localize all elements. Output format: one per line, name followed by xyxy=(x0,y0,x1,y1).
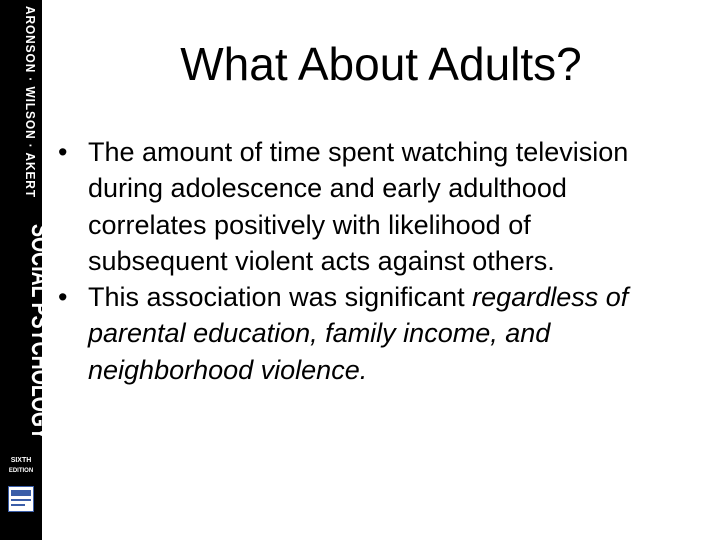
spine-edition-line2: EDITION xyxy=(8,468,34,474)
publisher-logo xyxy=(8,486,34,512)
spine-edition-label xyxy=(6,450,36,480)
bullet-marker: • xyxy=(58,137,68,167)
book-spine-sidebar xyxy=(0,0,56,540)
bullet-text: This association was significant xyxy=(88,282,473,313)
spine-book-title-text: SOCIAL PSYCHOLOGY xyxy=(26,224,56,513)
bullet-text-emphasis: regardless of parental education, family income, and neighborhood violence. xyxy=(88,282,629,385)
bullet-list xyxy=(58,134,668,388)
bullet-marker: • xyxy=(58,282,68,313)
spine-authors-text: ARONSON · WILSON · AKERT xyxy=(23,6,38,216)
bullet-item xyxy=(58,134,668,279)
slide-title: What About Adults? xyxy=(180,38,582,90)
spine-authors xyxy=(6,6,38,216)
bullet-item xyxy=(58,279,668,388)
spine-edition-line1: SIXTH xyxy=(10,457,32,464)
bullet-text: The amount of time spent watching television during adolescence and early adulthood correlates positively with likelihood of subsequent violent acts against others. xyxy=(88,137,629,276)
